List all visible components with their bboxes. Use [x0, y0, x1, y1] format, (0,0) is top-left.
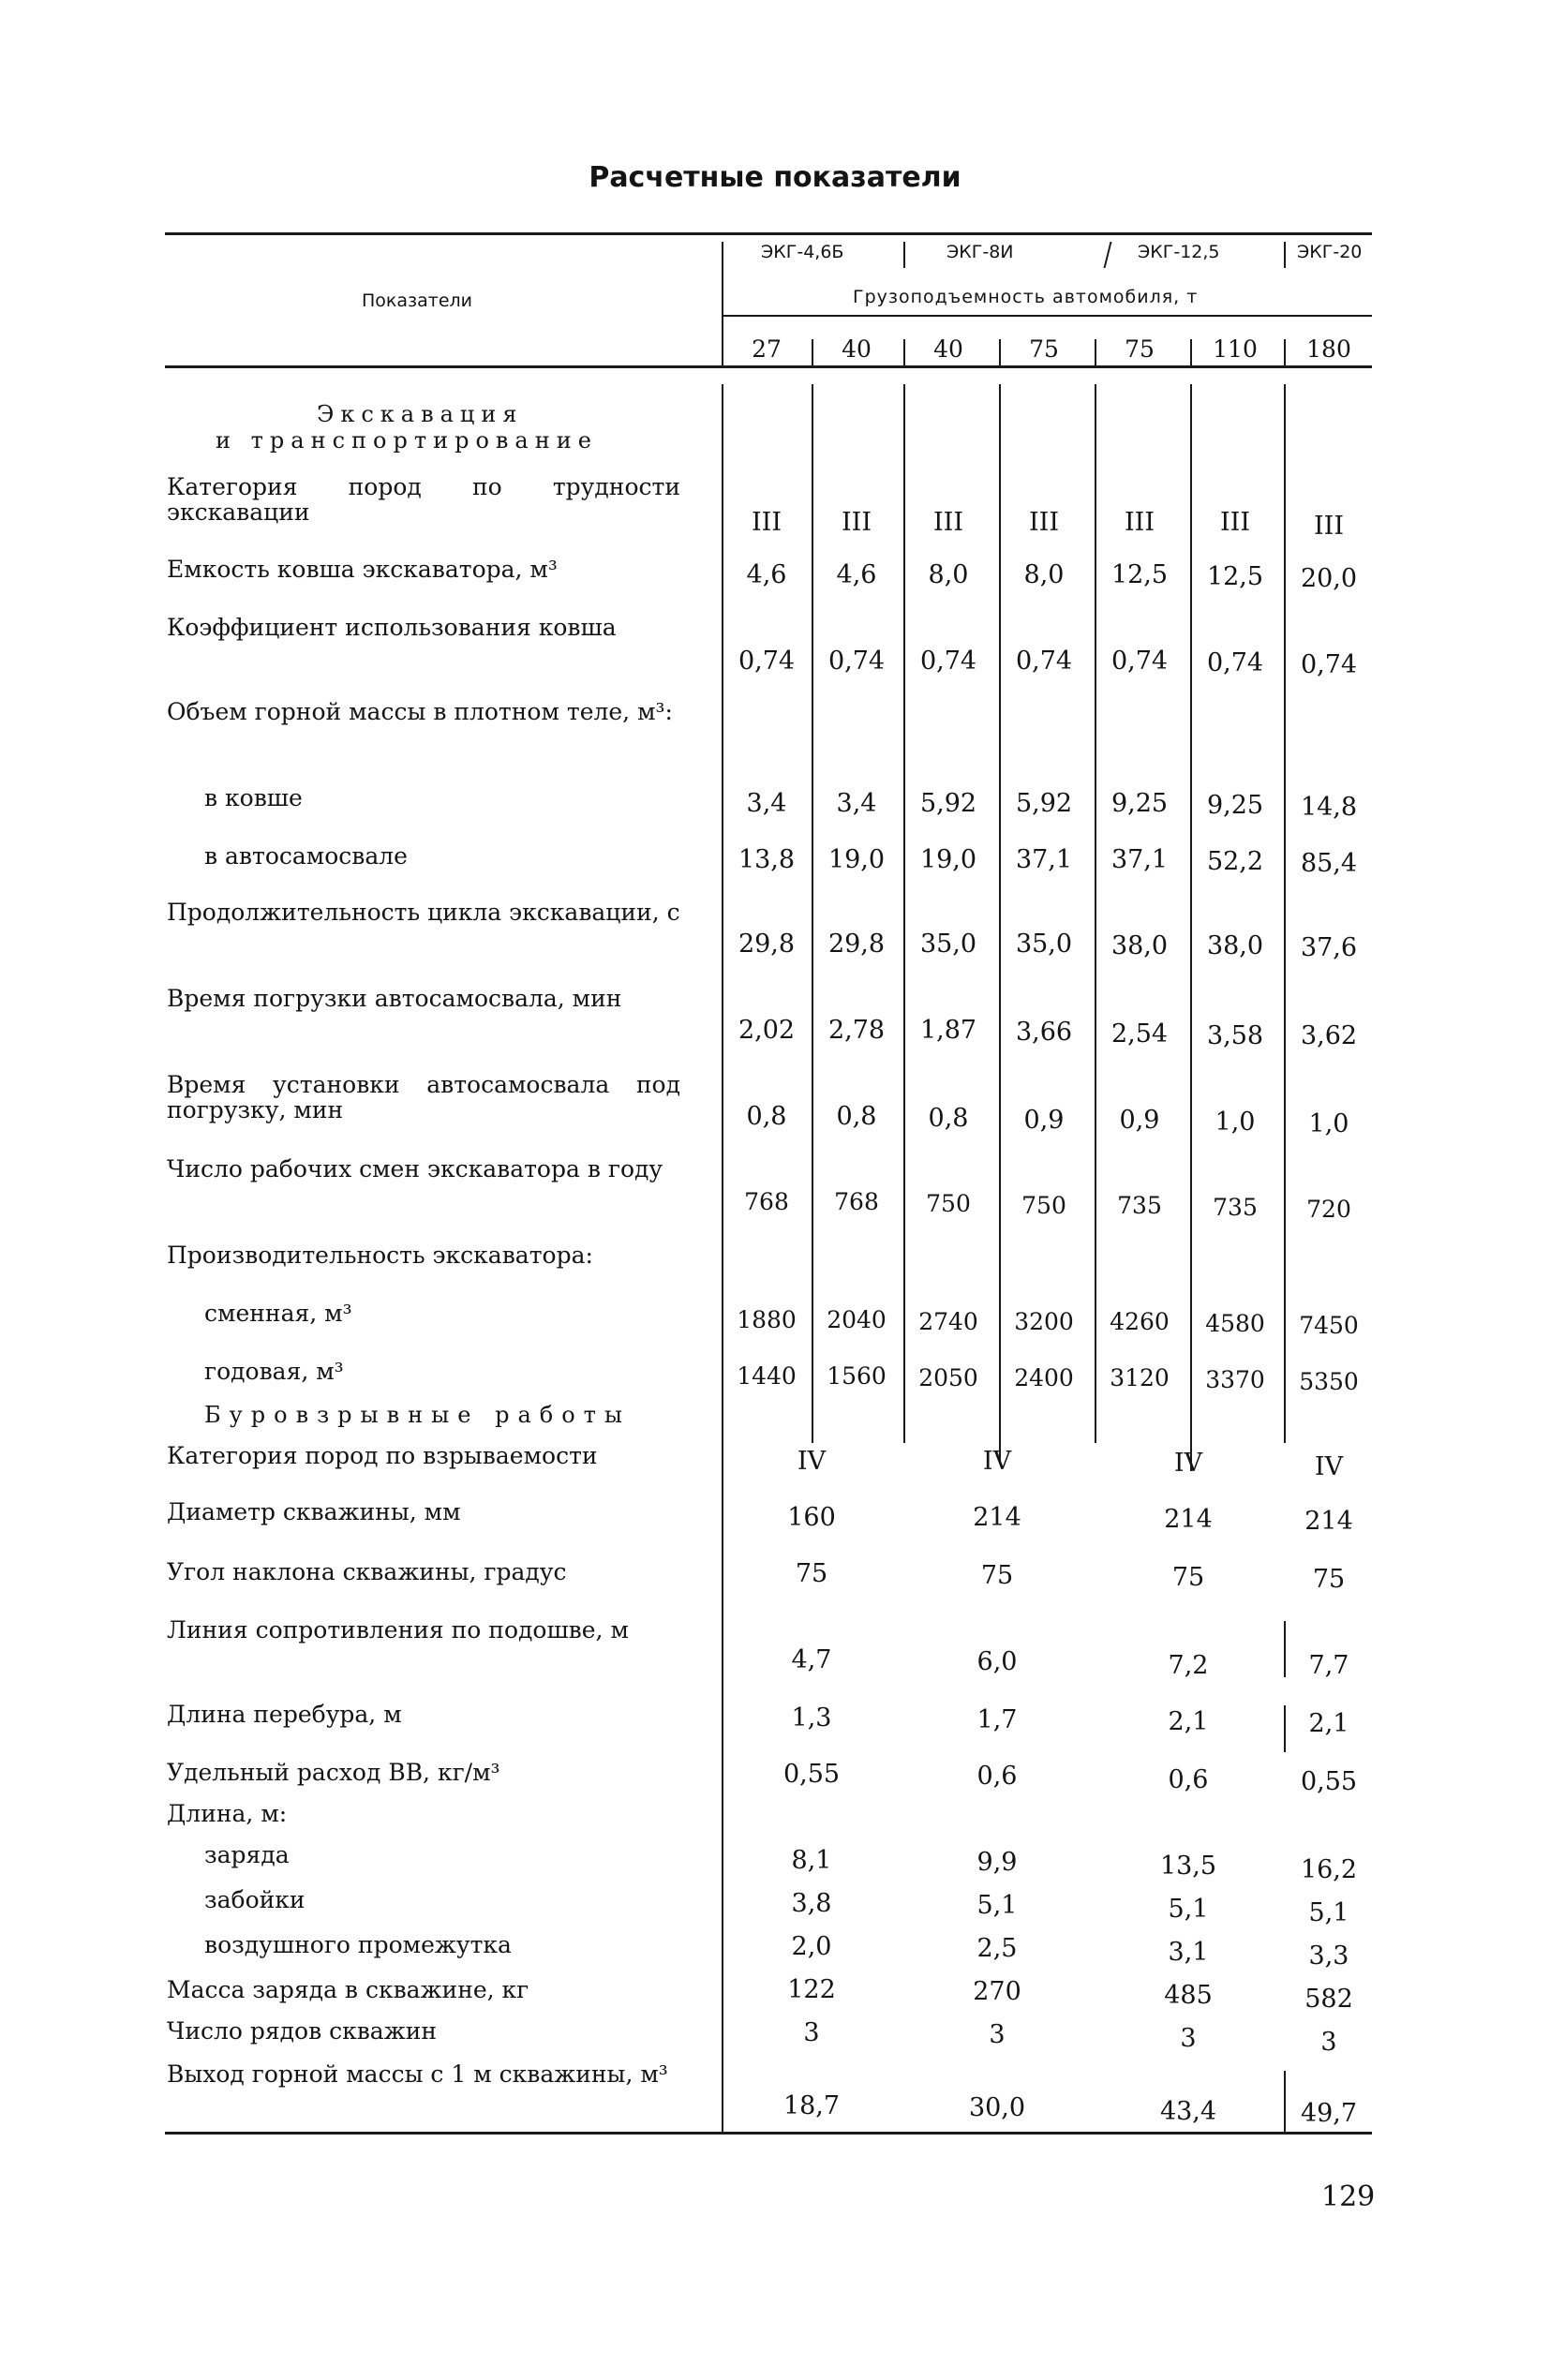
table-cell: 3 [803, 2018, 820, 2047]
header-vline [1104, 242, 1112, 268]
body-vline [903, 384, 905, 1443]
table-cell: 214 [973, 1503, 1021, 1532]
table-cell: 3,8 [791, 1889, 832, 1918]
excavator-header: ЭКГ-20 [1297, 242, 1363, 262]
table-cell: 5,1 [976, 1891, 1018, 1920]
table-cell: 5350 [1299, 1368, 1359, 1395]
table-cell: 37,1 [1110, 845, 1169, 874]
row-label: Удельный расход ВВ, кг/м³ [167, 1759, 500, 1786]
table-cell: III [1314, 512, 1344, 541]
indicator-column-header: Показатели [362, 290, 473, 311]
header-vline [1284, 242, 1286, 268]
table-cell: III [842, 508, 872, 537]
table-cell: 3200 [1014, 1308, 1074, 1335]
table-cell: 8,0 [928, 560, 969, 589]
table-cell: 8,1 [791, 1846, 832, 1875]
table-cell: 4,6 [746, 560, 787, 589]
table-cell: 214 [1164, 1505, 1213, 1534]
table-cell: 5,1 [1308, 1898, 1349, 1927]
capacity-header: 75 [1125, 335, 1155, 363]
table-cell: 0,74 [1206, 648, 1264, 677]
table-cell: 30,0 [968, 2093, 1026, 2122]
capacity-caption: Грузоподъемность автомобиля, т [853, 287, 1199, 307]
table-cell: 3,66 [1015, 1018, 1073, 1047]
table-cell: 720 [1306, 1196, 1351, 1223]
header-vline [903, 242, 905, 268]
table-cell: 85,4 [1300, 849, 1358, 878]
table-cell: 5,1 [1168, 1895, 1209, 1924]
row-label: Время погрузки автосамосвала, мин [167, 985, 622, 1012]
table-cell: 4260 [1110, 1308, 1170, 1335]
table-cell: III [933, 508, 963, 537]
row-label: Угол наклона скважины, градус [167, 1558, 567, 1585]
row-label: Коэффициент использования ковша [167, 614, 617, 641]
table-bottom-rule [165, 2132, 1372, 2135]
table-cell: 13,8 [738, 845, 796, 874]
table-cell: 0,74 [919, 647, 977, 676]
table-cell: IV [982, 1447, 1012, 1476]
table-cell: 4,7 [791, 1645, 832, 1674]
row-label: Число рабочих смен экскаватора в году [167, 1155, 663, 1183]
table-cell: 2,0 [791, 1932, 832, 1961]
row-label: Длина, м: [167, 1800, 288, 1827]
table-cell: 0,9 [1023, 1106, 1065, 1135]
table-cell: 4580 [1205, 1310, 1265, 1337]
table-cell: 3120 [1110, 1364, 1170, 1391]
table-cell: 2,54 [1110, 1019, 1169, 1049]
table-cell: 485 [1164, 1981, 1213, 2010]
section-caption: Буровзрывные работы [204, 1402, 632, 1428]
table-top-rule [165, 232, 1372, 235]
table-cell: 2,78 [827, 1016, 886, 1045]
table-cell: 13,5 [1159, 1852, 1217, 1881]
table-cell: IV [1173, 1449, 1203, 1478]
table-cell: 2400 [1014, 1364, 1074, 1391]
table-cell: 122 [787, 1975, 836, 2004]
body-vline [1284, 384, 1286, 1443]
table-cell: 18,7 [782, 2091, 841, 2120]
table-cell: 75 [795, 1559, 828, 1588]
table-cell: 0,8 [836, 1102, 877, 1131]
table-cell: 8,0 [1023, 560, 1065, 589]
row-label: Категория пород по трудности экскавации [167, 473, 680, 526]
table-cell: 0,8 [928, 1104, 969, 1133]
table-cell: 29,8 [738, 930, 796, 959]
table-cell: III [1029, 508, 1059, 537]
table-cell: 0,74 [738, 647, 796, 676]
row-label: Категория пород по взрываемости [167, 1442, 598, 1469]
table-cell: 0,8 [746, 1102, 787, 1131]
table-cell: 6,0 [976, 1647, 1018, 1676]
excavator-header: ЭКГ-12,5 [1138, 242, 1220, 262]
row-label: Емкость ковша экскаватора, м³ [167, 556, 558, 583]
table-cell: 1,0 [1215, 1108, 1256, 1137]
row-label: годовая, м³ [204, 1358, 344, 1385]
table-cell: 2,5 [976, 1934, 1018, 1963]
table-cell: 75 [980, 1561, 1014, 1590]
capacity-header: 40 [842, 335, 872, 363]
table-cell: 0,9 [1119, 1106, 1160, 1135]
table-cell: 2,1 [1168, 1707, 1209, 1736]
table-cell: 3 [989, 2020, 1006, 2049]
row-label: Диаметр скважины, мм [167, 1498, 461, 1525]
section-caption: Экскавация [317, 401, 524, 427]
table-cell: 35,0 [919, 930, 977, 959]
table-cell: 5,92 [919, 789, 977, 818]
table-cell: 2050 [918, 1364, 978, 1391]
table-cell: 1880 [737, 1306, 797, 1333]
table-cell: 3,3 [1308, 1941, 1349, 1971]
table-cell: 5,92 [1015, 789, 1073, 818]
table-cell: 12,5 [1110, 560, 1169, 589]
table-cell: III [1125, 508, 1155, 537]
section-caption: и транспортирование [216, 427, 598, 454]
body-vline [1095, 384, 1096, 1443]
table-cell: 0,6 [976, 1762, 1018, 1791]
table-cell: 0,74 [827, 647, 886, 676]
table-cell: 7,2 [1168, 1651, 1209, 1680]
table-cell: 768 [744, 1188, 789, 1215]
table-cell: 582 [1304, 1985, 1353, 2014]
row-label: воздушного промежутка [204, 1931, 512, 1958]
row-label: Длина перебура, м [167, 1701, 402, 1728]
row-label: Выход горной массы с 1 м скважины, м³ [167, 2060, 668, 2088]
table-cell: 1,0 [1308, 1109, 1349, 1138]
capacity-header: 27 [752, 335, 782, 363]
table-cell: 9,25 [1206, 791, 1264, 820]
table-cell: 29,8 [827, 930, 886, 959]
table-cell: 735 [1213, 1194, 1258, 1221]
body-vline [1190, 384, 1192, 1471]
table-cell: 3 [1180, 2024, 1197, 2053]
table-cell: 3370 [1205, 1366, 1265, 1393]
table-cell: 35,0 [1015, 930, 1073, 959]
table-cell: 37,6 [1300, 933, 1358, 962]
table-cell: 38,0 [1110, 931, 1169, 960]
row-label: сменная, м³ [204, 1300, 352, 1327]
table-cell: 214 [1304, 1507, 1353, 1536]
row-label: Объем горной массы в плотном теле, м³: [167, 698, 673, 725]
table-cell: 0,74 [1300, 650, 1358, 679]
table-cell: 2740 [918, 1308, 978, 1335]
table-cell: 2040 [827, 1306, 887, 1333]
capacity-header: 40 [933, 335, 963, 363]
table-cell: 75 [1171, 1563, 1205, 1592]
table-cell: 0,74 [1015, 647, 1073, 676]
table-cell: 1560 [827, 1362, 887, 1390]
table-cell: 1,3 [791, 1703, 832, 1733]
capacity-header: 75 [1029, 335, 1059, 363]
page-number: 129 [1321, 2180, 1376, 2213]
table-cell: 3,4 [746, 789, 787, 818]
table-cell: 75 [1312, 1565, 1346, 1594]
table-cell: 16,2 [1300, 1855, 1358, 1884]
row-label: Число рядов скважин [167, 2017, 438, 2045]
table-cell: III [752, 508, 782, 537]
row-label: в ковше [204, 784, 303, 811]
excavator-header: ЭКГ-8И [946, 242, 1014, 262]
table-cell: 1440 [737, 1362, 797, 1390]
capacity-header: 110 [1213, 335, 1258, 363]
table-cell: 750 [1021, 1192, 1066, 1219]
table-cell: 1,87 [919, 1016, 977, 1045]
table-cell: 19,0 [919, 845, 977, 874]
table-cell: 49,7 [1300, 2099, 1358, 2128]
table-cell: IV [797, 1447, 827, 1476]
table-cell: 12,5 [1206, 562, 1264, 591]
table-cell: 270 [973, 1977, 1021, 2006]
table-cell: 2,1 [1308, 1709, 1349, 1738]
table-cell: 9,9 [976, 1848, 1018, 1877]
table-cell: 38,0 [1206, 931, 1264, 960]
table-cell: 3,58 [1206, 1021, 1264, 1050]
table-cell: 750 [926, 1190, 971, 1217]
table-cell: 3,4 [836, 789, 877, 818]
table-cell: 3,1 [1168, 1938, 1209, 1967]
table-cell: 3,62 [1300, 1021, 1358, 1050]
table-cell: 2,02 [738, 1016, 796, 1045]
table-cell: 3 [1320, 2028, 1337, 2057]
row-label: заряда [204, 1841, 290, 1868]
row-label: Масса заряда в скважине, кг [167, 1976, 529, 2003]
excavator-header: ЭКГ-4,6Б [761, 242, 844, 262]
table-cell: IV [1314, 1452, 1344, 1481]
table-cell: 0,6 [1168, 1765, 1209, 1794]
row-label: забойки [204, 1886, 306, 1913]
table-cell: 43,4 [1159, 2097, 1217, 2126]
capacity-header: 180 [1306, 335, 1351, 363]
table-cell: 14,8 [1300, 793, 1358, 822]
table-cell: 0,74 [1110, 647, 1169, 676]
row-label: Продолжительность цикла экскавации, с [167, 899, 680, 926]
table-cell: III [1220, 508, 1250, 537]
body-vline [999, 384, 1001, 1462]
table-cell: 1,7 [976, 1705, 1018, 1734]
row-label: в автосамосвале [204, 842, 408, 870]
row-label: Время установки автосамосвала под погрузку, мин [167, 1071, 680, 1123]
table-cell: 19,0 [827, 845, 886, 874]
table-cell: 7,7 [1308, 1651, 1349, 1680]
table-cell: 37,1 [1015, 845, 1073, 874]
table-cell: 4,6 [836, 560, 877, 589]
table-cell: 20,0 [1300, 564, 1358, 593]
table-cell: 160 [787, 1503, 836, 1532]
table-cell: 735 [1117, 1192, 1162, 1219]
row-label: Линия сопротивления по подошве, м [167, 1616, 629, 1644]
page-title: Расчетные показатели [589, 161, 961, 194]
table-cell: 7450 [1299, 1312, 1359, 1339]
table-cell: 0,55 [1300, 1767, 1358, 1796]
table-cell: 52,2 [1206, 847, 1264, 876]
table-cell: 9,25 [1110, 789, 1169, 818]
body-vline [812, 384, 813, 1443]
row-label: Производительность экскаватора: [167, 1242, 593, 1269]
capacity-header-rule [722, 315, 1372, 317]
table-cell: 0,55 [782, 1760, 841, 1789]
table-cell: 768 [834, 1188, 879, 1215]
